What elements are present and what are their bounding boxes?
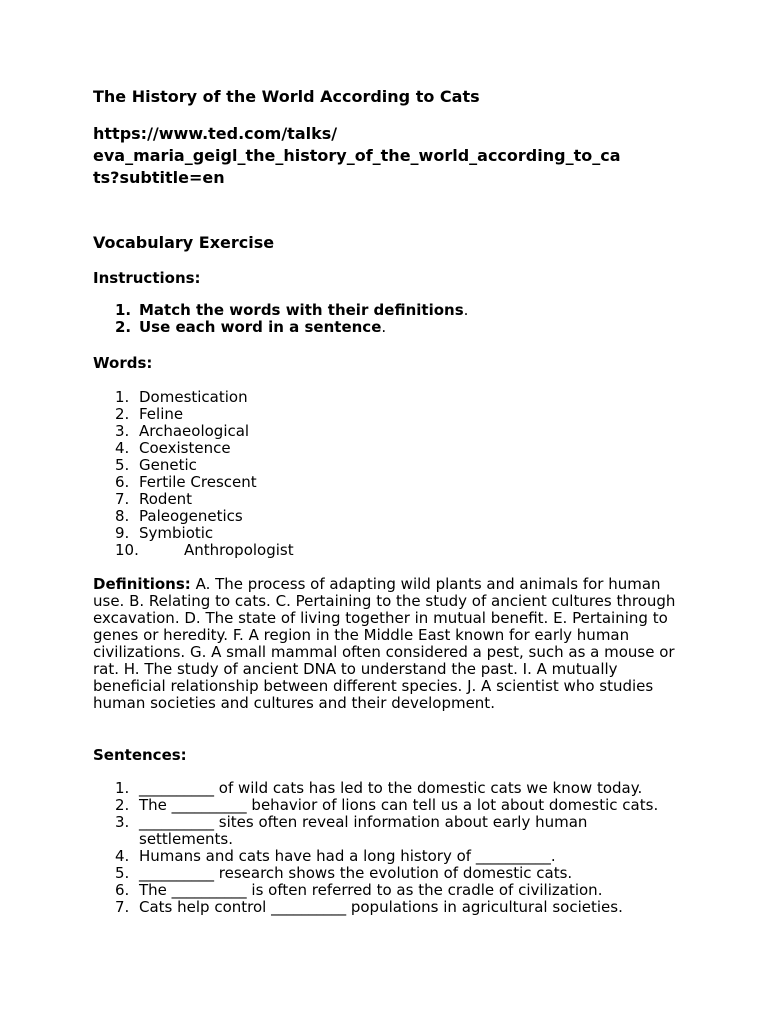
- definitions-label: Definitions:: [93, 575, 191, 593]
- ted-talk-url: [93, 123, 683, 189]
- definitions-paragraph: [93, 576, 683, 712]
- list-item: [93, 899, 683, 916]
- list-number: 3.: [115, 813, 130, 831]
- list-number: 6.: [115, 881, 130, 899]
- list-item: [93, 423, 294, 440]
- word-text: Rodent: [139, 490, 193, 508]
- url-line: ts?subtitle=en: [93, 168, 225, 187]
- sentence-text: The __________ behavior of lions can tell us a lot about domestic cats.: [139, 796, 659, 814]
- definitions-text: A. The process of adapting wild plants and animals for human use. B. Relating to cats. C. Pertaining to the study of ancient cultures through excavation. D. The state of living together in mutual benefit. E. Pertaining to genes or heredity. F. A region in the Middle East known for early human civilizations. G. A small mammal often considered a pest, such as a mouse or rat. H. The study of ancient DNA to understand the past. I. A mutually beneficial relationship between different species. J. A scientist who studies human societies and cultures and their development.: [93, 575, 676, 712]
- list-item: [93, 440, 294, 457]
- list-item: [93, 457, 294, 474]
- sentence-text: The __________ is often referred to as the cradle of civilization.: [139, 881, 603, 899]
- sentence-text: __________ sites often reveal information about early human settlements.: [139, 813, 588, 848]
- list-item: [93, 302, 468, 319]
- words-list: [93, 389, 294, 559]
- sentence-text: Cats help control __________ populations in agricultural societies.: [139, 898, 623, 916]
- list-item: [93, 780, 683, 797]
- list-item: [93, 319, 468, 336]
- list-item: [93, 406, 294, 423]
- word-text: Anthropologist: [184, 541, 294, 559]
- list-item: [93, 525, 294, 542]
- list-number: 2.: [115, 318, 132, 336]
- list-number: 2.: [115, 796, 130, 814]
- word-text: Coexistence: [139, 439, 231, 457]
- word-text: Fertile Crescent: [139, 473, 257, 491]
- instruction-text: Use each word in a sentence: [139, 318, 382, 336]
- word-text: Symbiotic: [139, 524, 214, 542]
- word-text: Paleogenetics: [139, 507, 243, 525]
- words-label: Words:: [93, 354, 153, 372]
- list-item: [93, 542, 294, 559]
- list-number: 1.: [115, 779, 130, 797]
- sentence-text: __________ research shows the evolution of domestic cats.: [139, 864, 573, 882]
- url-line: https://www.ted.com/talks/: [93, 124, 338, 143]
- instruction-punct: .: [381, 318, 387, 336]
- instructions-label: Instructions:: [93, 269, 201, 287]
- list-item: [93, 389, 294, 406]
- list-number: 2.: [115, 405, 130, 423]
- list-item: [93, 508, 294, 525]
- list-number: 5.: [115, 864, 130, 882]
- list-item: [93, 814, 683, 848]
- list-item: [93, 848, 683, 865]
- instruction-punct: .: [463, 301, 469, 319]
- sentences-list: [93, 780, 683, 916]
- list-number: 4.: [115, 439, 130, 457]
- list-item: [93, 491, 294, 508]
- word-text: Feline: [139, 405, 184, 423]
- sentences-label: Sentences:: [93, 746, 187, 764]
- sentence-text: __________ of wild cats has led to the domestic cats we know today.: [139, 779, 643, 797]
- list-number: 7.: [115, 490, 130, 508]
- list-number: 6.: [115, 473, 130, 491]
- list-item: [93, 865, 683, 882]
- document-title: The History of the World According to Cats: [93, 87, 480, 106]
- list-number: 4.: [115, 847, 130, 865]
- list-number: 7.: [115, 898, 130, 916]
- sentence-text: Humans and cats have had a long history of __________.: [139, 847, 556, 865]
- list-item: [93, 882, 683, 899]
- list-number: 5.: [115, 456, 130, 474]
- list-item: [93, 797, 683, 814]
- word-text: Archaeological: [139, 422, 250, 440]
- list-number: 8.: [115, 507, 130, 525]
- list-number: 1.: [115, 388, 130, 406]
- list-item: [93, 474, 294, 491]
- list-number: 3.: [115, 422, 130, 440]
- list-number: 10.: [115, 541, 139, 559]
- url-line: eva_maria_geigl_the_history_of_the_world_according_to_ca: [93, 146, 621, 165]
- instructions-list: [93, 302, 468, 336]
- list-number: 9.: [115, 524, 130, 542]
- word-text: Domestication: [139, 388, 248, 406]
- word-text: Genetic: [139, 456, 197, 474]
- instruction-text: Match the words with their definitions: [139, 301, 464, 319]
- list-number: 1.: [115, 301, 132, 319]
- vocabulary-heading: Vocabulary Exercise: [93, 233, 275, 252]
